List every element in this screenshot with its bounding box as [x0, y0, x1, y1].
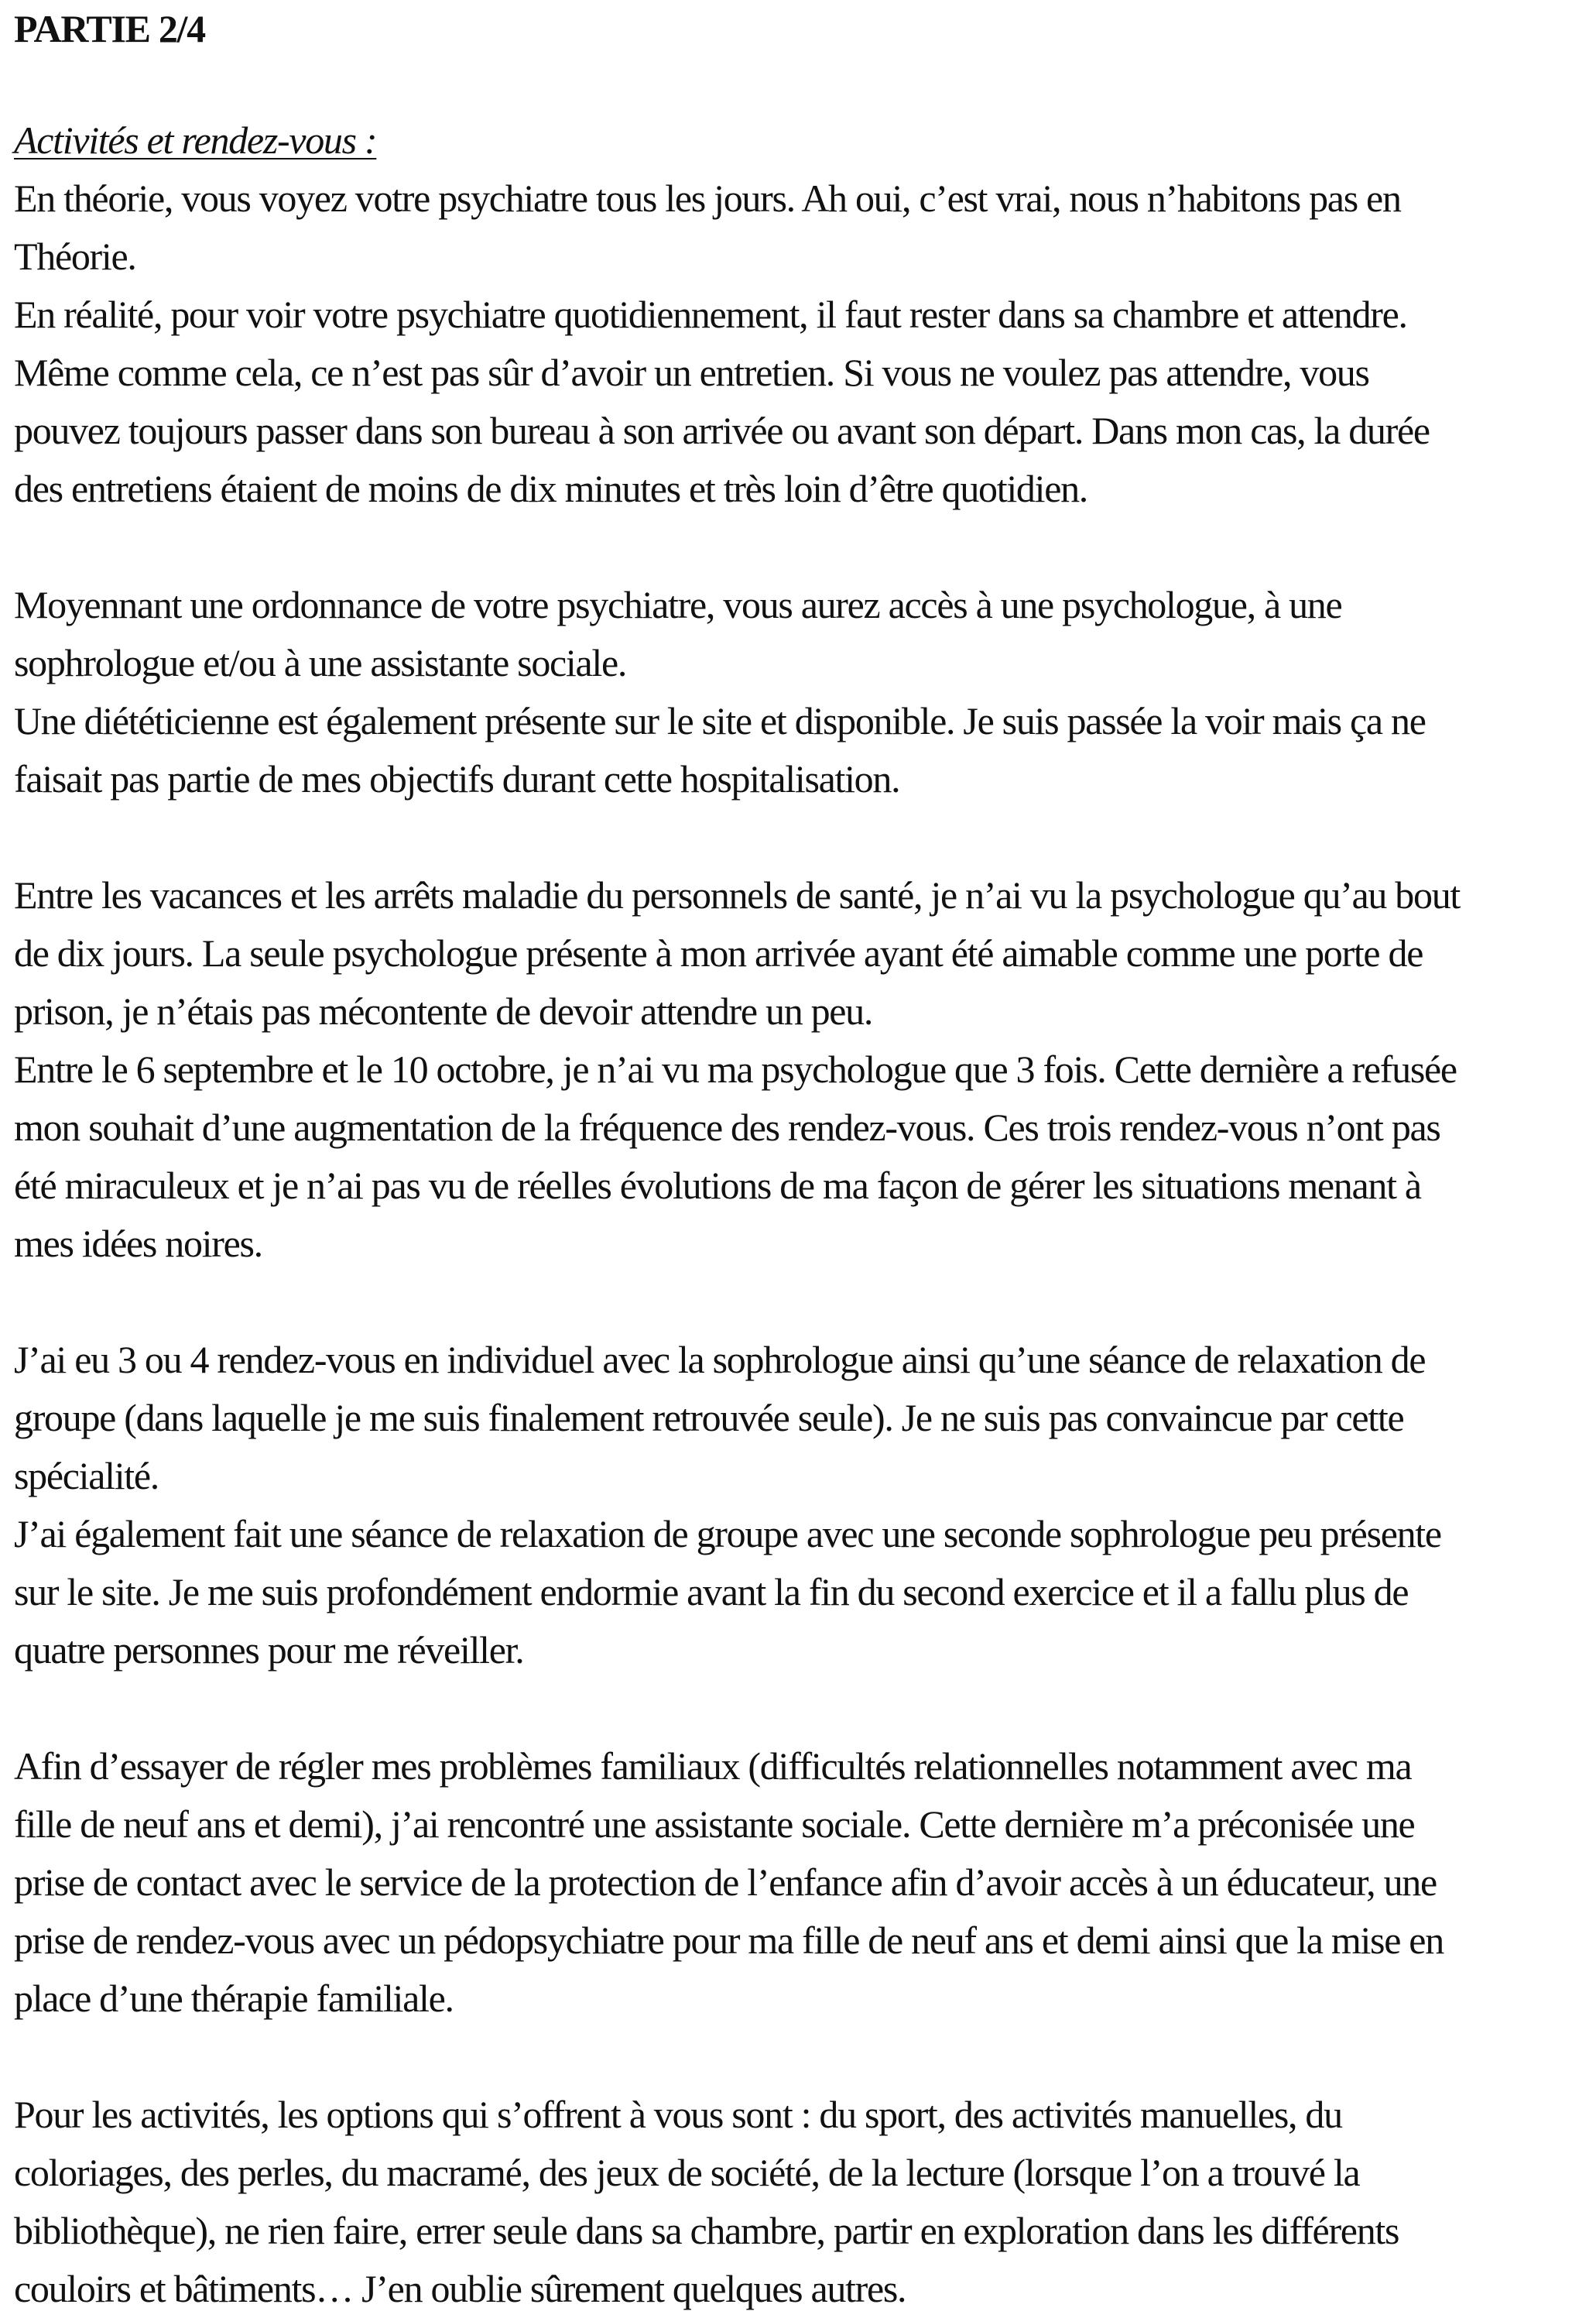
text-line: Théorie.	[14, 235, 136, 278]
text-line: des entretiens étaient de moins de dix minutes et très loin d’être quotidien.	[14, 467, 1088, 510]
text-line: couloirs et bâtiments… J’en oublie sûrement quelques autres.	[14, 2267, 906, 2310]
text-line: prise de contact avec le service de la protection de l’enfance afin d’avoir accès à un éducateur, une	[14, 1860, 1437, 1904]
text-line: J’ai également fait une séance de relaxation de groupe avec une seconde sophrologue peu présente	[14, 1512, 1441, 1555]
text-line: Même comme cela, ce n’est pas sûr d’avoir un entretien. Si vous ne voulez pas attendre, vous	[14, 351, 1369, 394]
text-line: mes idées noires.	[14, 1222, 262, 1265]
text-line: En théorie, vous voyez votre psychiatre tous les jours. Ah oui, c’est vrai, nous n’habitons pas en	[14, 177, 1401, 220]
text-line: Moyennant une ordonnance de votre psychiatre, vous aurez accès à une psychologue, à une	[14, 583, 1342, 626]
page-title: PARTIE 2/4	[14, 7, 205, 50]
text-line: Pour les activités, les options qui s’offrent à vous sont : du sport, des activités manuelles, du	[14, 2093, 1342, 2136]
text-line: pouvez toujours passer dans son bureau à son arrivée ou avant son départ. Dans mon cas, la durée	[14, 409, 1430, 452]
text-line: prise de rendez-vous avec un pédopsychiatre pour ma fille de neuf ans et demi ainsi que la mise en	[14, 1919, 1444, 1962]
text-line: faisait pas partie de mes objectifs durant cette hospitalisation.	[14, 757, 900, 801]
text-line: place d’une thérapie familiale.	[14, 1977, 454, 2020]
text-line: sur le site. Je me suis profondément endormie avant la fin du second exercice et il a fallu plus de	[14, 1570, 1409, 1613]
text-line: groupe (dans laquelle je me suis finalement retrouvée seule). Je ne suis pas convaincue par cette	[14, 1396, 1404, 1439]
text-line: Une diététicienne est également présente sur le site et disponible. Je suis passée la voir mais ça ne	[14, 699, 1426, 742]
text-line: J’ai eu 3 ou 4 rendez-vous en individuel avec la sophrologue ainsi qu’une séance de relaxation de	[14, 1338, 1426, 1381]
text-line: prison, je n’étais pas mécontente de devoir attendre un peu.	[14, 989, 873, 1033]
section-heading: Activités et rendez-vous :	[14, 118, 377, 162]
text-line: mon souhait d’une augmentation de la fréquence des rendez-vous. Ces trois rendez-vous n’ont pas	[14, 1106, 1440, 1149]
text-line: été miraculeux et je n’ai pas vu de réelles évolutions de ma façon de gérer les situations menant à	[14, 1164, 1421, 1207]
text-line: coloriages, des perles, du macramé, des jeux de société, de la lecture (lorsque l’on a trouvé la	[14, 2151, 1360, 2194]
text-line: Afin d’essayer de régler mes problèmes familiaux (difficultés relationnelles notamment avec ma	[14, 1744, 1412, 1788]
text-line: fille de neuf ans et demi), j’ai rencontré une assistante sociale. Cette dernière m’a préconisée une	[14, 1802, 1415, 1846]
text-line: spécialité.	[14, 1454, 159, 1497]
text-line: sophrologue et/ou à une assistante sociale.	[14, 641, 627, 684]
text-line: quatre personnes pour me réveiller.	[14, 1628, 524, 1672]
text-line: de dix jours. La seule psychologue présente à mon arrivée ayant été aimable comme une porte de	[14, 931, 1423, 975]
text-line: Entre les vacances et les arrêts maladie du personnels de santé, je n’ai vu la psychologue qu’au bout	[14, 873, 1460, 917]
text-line: En réalité, pour voir votre psychiatre quotidiennement, il faut rester dans sa chambre et attendre.	[14, 293, 1407, 336]
text-line: Entre le 6 septembre et le 10 octobre, je n’ai vu ma psychologue que 3 fois. Cette dernière a refusée	[14, 1048, 1457, 1091]
text-line: bibliothèque), ne rien faire, errer seule dans sa chambre, partir en exploration dans les différents	[14, 2209, 1399, 2252]
